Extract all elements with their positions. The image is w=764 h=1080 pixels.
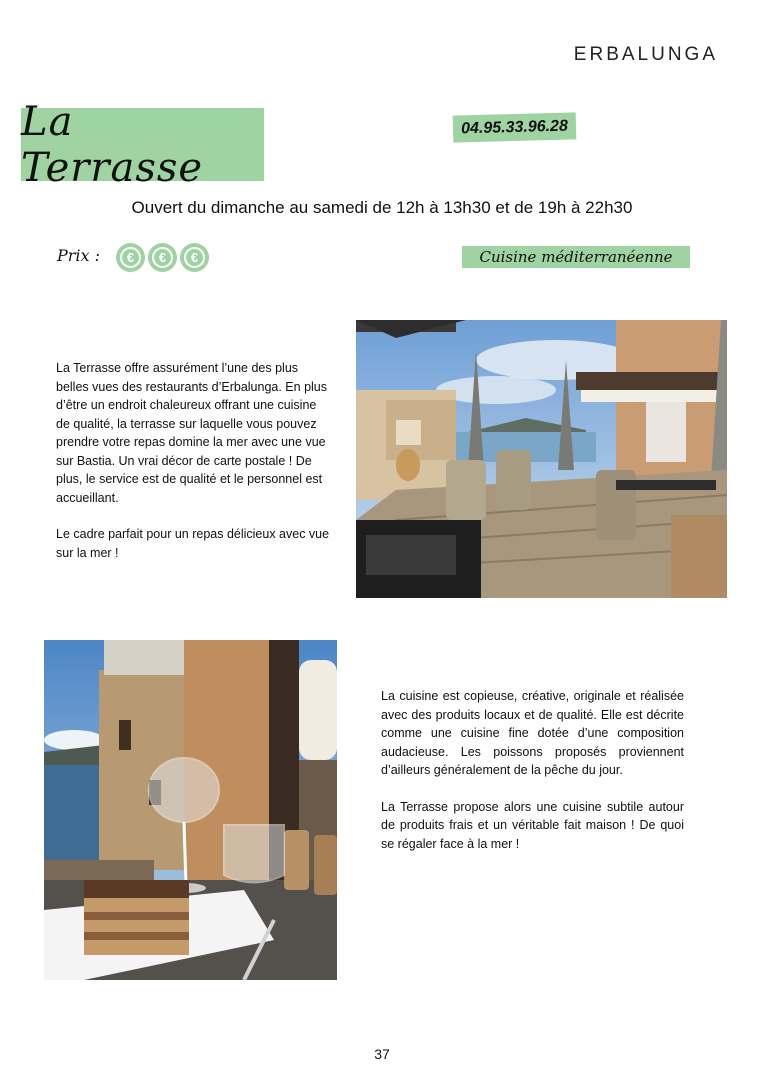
restaurant-title: La Terrasse — [21, 98, 204, 191]
price-label: Prix : — [57, 246, 101, 265]
restaurant-title-box — [21, 98, 264, 191]
description-block-1 — [56, 359, 331, 580]
description-block-2 — [381, 687, 684, 871]
euro-icon: € — [148, 243, 177, 272]
terrace-photo — [356, 320, 727, 598]
price-rating — [116, 243, 209, 272]
euro-icon: € — [116, 243, 145, 272]
opening-hours: Ouvert du dimanche au samedi de 12h à 13h30 et de 19h à 22h30 — [131, 198, 633, 217]
page-number: 37 — [374, 1046, 390, 1062]
town-header: ERBALUNGA — [573, 44, 718, 65]
paragraph: La Terrasse propose alors une cuisine subtile autour de produits frais et un véritable fait maison ! De quoi se régaler face à la mer ! — [381, 799, 684, 851]
paragraph: La cuisine est copieuse, créative, originale et réalisée avec des produits locaux et de qualité. Elle est décrite comme une cuisine fine dotée d’une composition audacieuse. Les poissons proposés proviennent d’ailleurs généralement de la pêche du jour. — [381, 689, 684, 777]
cuisine-tag: Cuisine méditerranéenne — [462, 246, 690, 268]
dessert-photo — [44, 640, 337, 980]
paragraph: Le cadre parfait pour un repas délicieux avec vue sur la mer ! — [56, 527, 330, 560]
phone-number: 04.95.33.96.28 — [453, 112, 577, 142]
euro-icon: € — [180, 243, 209, 272]
paragraph: La Terrasse offre assurément l’une des plus belles vues des restaurants d’Erbalunga. En plus d’être un endroit chaleureux offrant une cuisine de qualité, la terrasse sur laquelle vous pouvez prendre votre repas domine la mer avec une vue sur Bastia. Un vrai décor de carte postale ! De plus, le service est de qualité et le personnel est accueillant. — [56, 361, 327, 505]
